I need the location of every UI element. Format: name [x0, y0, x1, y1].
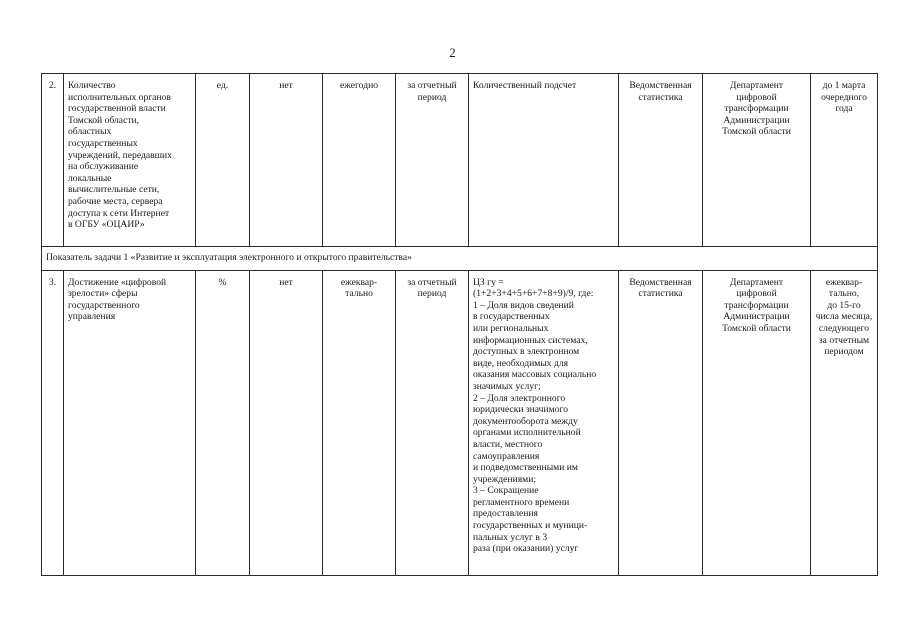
method-cell: Количественный подсчет — [469, 74, 619, 247]
unit-cell: % — [196, 270, 250, 575]
row-number: 3. — [42, 270, 64, 575]
indicator-name: Количество исполнительных органов государственной власти Томской области, областных государственных учреждений, передавших на обслуживание локальные вычислительные сети, рабочие места, сервера доступа к сети Интернет в ОГБУ «ОЦАИР» — [64, 74, 196, 247]
indicators-table — [41, 73, 878, 576]
row-number: 2. — [42, 74, 64, 247]
period-cell: за отчетный период — [396, 270, 469, 575]
periodicity-cell: ежеквар- тально — [323, 270, 396, 575]
periodicity-cell: ежегодно — [323, 74, 396, 247]
column-4-cell: нет — [250, 74, 323, 247]
task-heading-row — [42, 247, 878, 271]
method-cell: ЦЗ гу = (1+2+3+4+5+6+7+8+9)/9, где: 1 – Доля видов сведений в государственных или региональных информационных системах, доступных в электронном виде, необходимых для оказания массовых социально значимых услуг; 2 – Доля электронного юридически значимого документооборота между органами исполнительной власти, местного самоуправления и подведомственными им учреждениями; 3 – Сокращение регламентного времени предоставления государственных и муници- пальных услуг в 3 раза (при оказании) услуг — [469, 270, 619, 575]
table-row — [42, 270, 878, 575]
indicator-name: Достижение «цифровой зрелости» сферы государственного управления — [64, 270, 196, 575]
responsible-cell: Департамент цифровой трансформации Администрации Томской области — [703, 270, 811, 575]
column-4-cell: нет — [250, 270, 323, 575]
task-heading: Показатель задачи 1 «Развитие и эксплуатация электронного и открытого правительства» — [42, 247, 878, 271]
source-cell: Ведомственная статистика — [619, 270, 703, 575]
table-row — [42, 74, 878, 247]
period-cell: за отчетный период — [396, 74, 469, 247]
page-number: 2 — [449, 45, 456, 60]
deadline-cell: ежеквар- тально, до 15-го числа месяца, следующего за отчетным периодом — [811, 270, 878, 575]
deadline-cell: до 1 марта очередного года — [811, 74, 878, 247]
unit-cell: ед. — [196, 74, 250, 247]
responsible-cell: Департамент цифровой трансформации Администрации Томской области — [703, 74, 811, 247]
source-cell: Ведомственная статистика — [619, 74, 703, 247]
